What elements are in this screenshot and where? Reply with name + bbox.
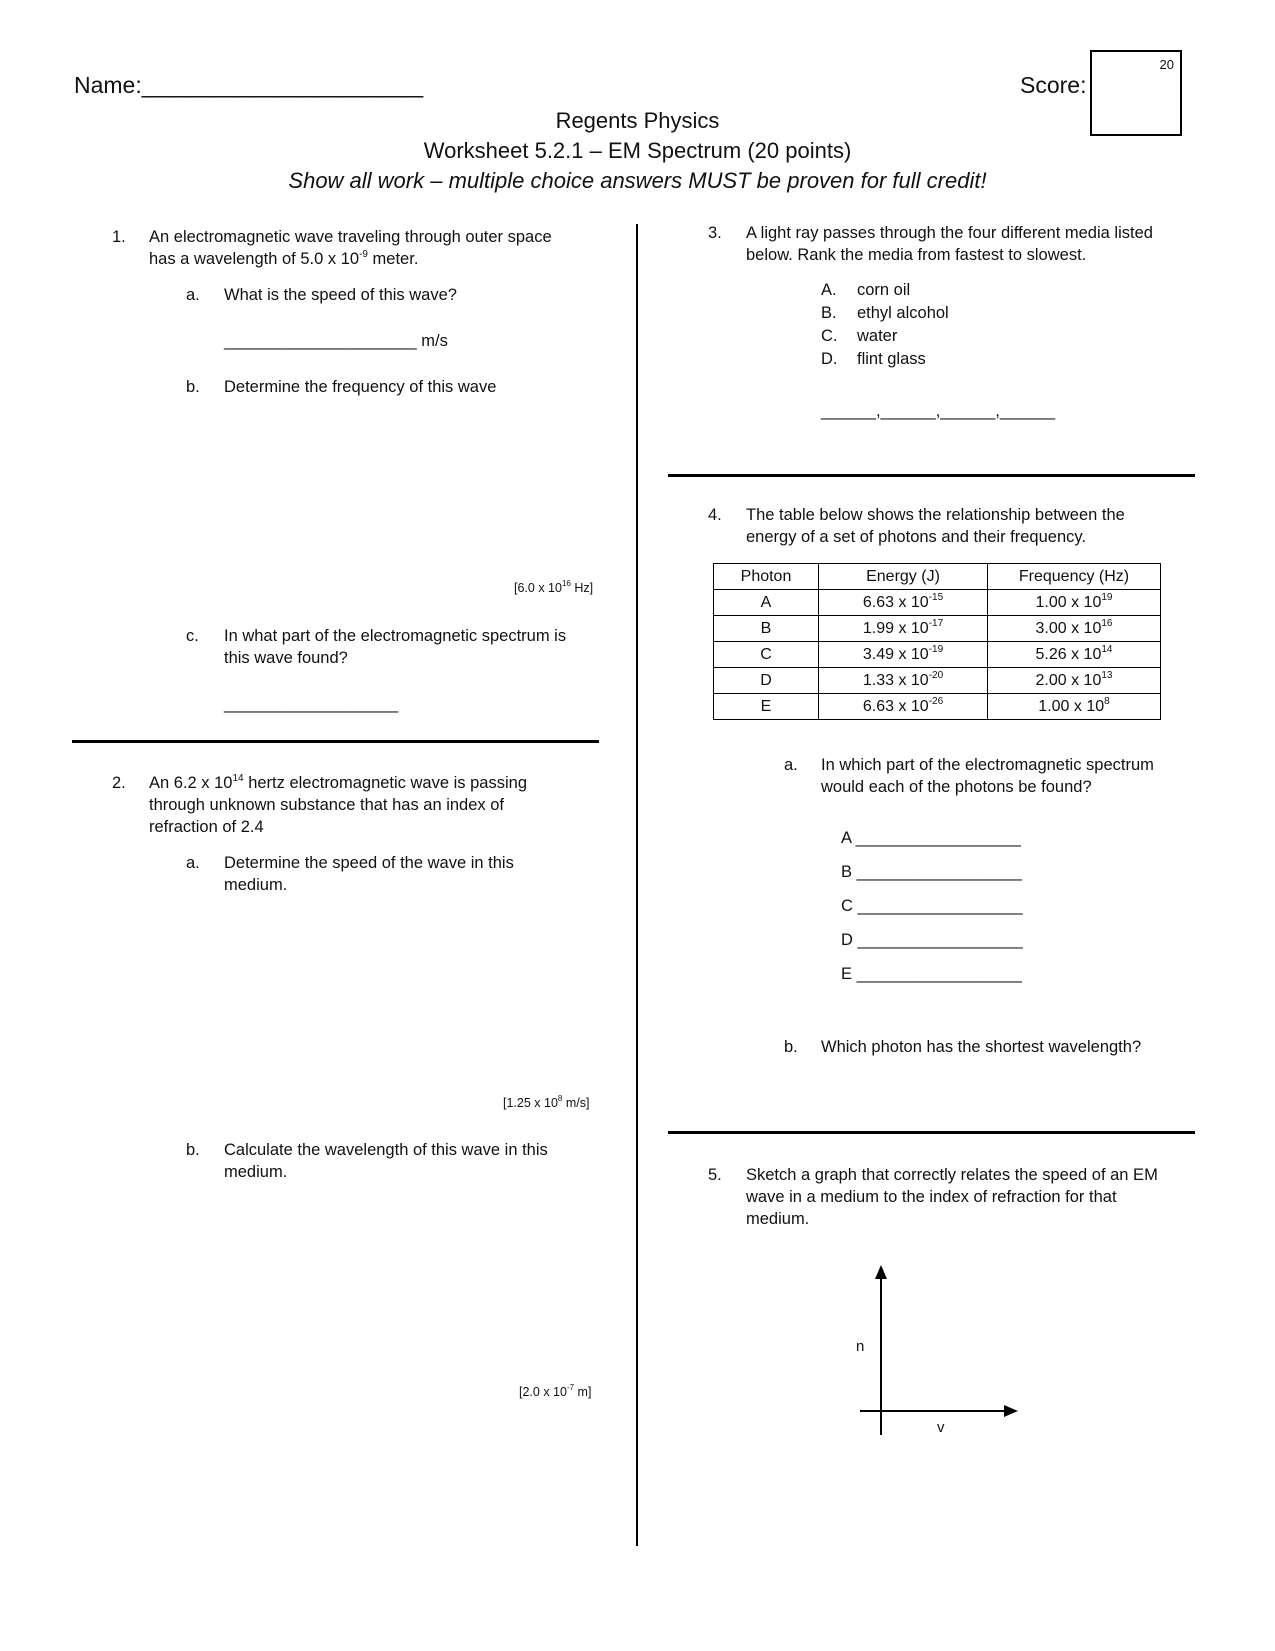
option-letter: D. [821,350,838,368]
part-label: a. [186,286,200,304]
part-text: would each of the photons be found? [821,778,1092,796]
frequency-cell: 1.00 x $10^8$ [988,694,1161,720]
answer-blank[interactable]: B __________________ [841,863,1022,881]
x-axis-label: v [937,1419,945,1436]
question-text: wave in a medium to the index of refraction for that [746,1188,1117,1206]
part-text: Determine the frequency of this wave [224,378,497,396]
worksheet-title: Worksheet 5.2.1 – EM Spectrum (20 points) [423,138,852,163]
energy-cell: 3.49 x $10^{-19}$ [819,642,988,668]
answer-blank[interactable]: C __________________ [841,897,1023,915]
part-text: Determine the speed of the wave in this [224,854,514,872]
part-label: a. [784,756,798,774]
option-letter: A. [821,281,837,299]
answer-key: [1.25 x $10^8$ m/s] [503,1094,590,1110]
option-text: ethyl alcohol [857,304,949,322]
question-text: The table below shows the relationship between the [746,506,1125,524]
photon-cell: B [714,616,819,642]
part-text: Which photon has the shortest wavelength? [821,1038,1142,1056]
part-text: this wave found? [224,649,348,667]
question-text: through unknown substance that has an index of [149,796,504,814]
x-axis-arrow-icon [1004,1405,1018,1417]
answer-key: [2.0 x $10^{-7}$ m] [519,1383,592,1399]
question-number: 2. [112,774,126,792]
table-header: Frequency (Hz) [988,564,1161,590]
divider-q1-q2 [72,740,599,743]
part-label: a. [186,854,200,872]
frequency-cell: 2.00 x $10^{13}$ [988,668,1161,694]
table-row [714,590,1161,616]
frequency-cell: 3.00 x $10^{16}$ [988,616,1161,642]
option-letter: B. [821,304,837,322]
frequency-cell: 5.26 x $10^{14}$ [988,642,1161,668]
energy-cell: 1.33 x $10^{-20}$ [819,668,988,694]
question-text: has a wavelength of 5.0 x $10^{-9}$ meter. [149,249,419,268]
answer-key: [6.0 x $10^{16}$ Hz] [514,579,594,595]
part-label: c. [186,627,199,645]
part-label: b. [186,378,200,396]
course-title: Regents Physics [555,108,720,133]
part-label: b. [784,1038,798,1056]
part-text: What is the speed of this wave? [224,286,457,304]
divider-q4-q5 [668,1131,1195,1134]
table-header-row [714,564,1161,590]
question-text: refraction of 2.4 [149,818,264,836]
part-text: In which part of the electromagnetic spectrum [821,756,1154,774]
frequency-cell: 1.00 x $10^{19}$ [988,590,1161,616]
photon-cell: D [714,668,819,694]
option-text: corn oil [857,281,911,299]
column-divider [636,224,638,1546]
question-text: below. Rank the media from fastest to slowest. [746,246,1087,264]
instructions: Show all work – multiple choice answers MUST be proven for full credit! [288,168,987,193]
part-text: medium. [224,1163,288,1181]
question-number: 1. [112,228,126,246]
y-axis-arrow-icon [875,1265,887,1279]
divider-q3-q4 [668,474,1195,477]
question-text: An 6.2 x $10^{14}$ hertz electromagnetic wave is passing [149,773,527,792]
question-text: Sketch a graph that correctly relates the speed of an EM [746,1166,1158,1184]
part-label: b. [186,1141,200,1159]
table-row [714,668,1161,694]
graph-axes[interactable] [860,1263,1020,1443]
answer-blank[interactable]: D __________________ [841,931,1023,949]
table-header: Photon [714,564,819,590]
part-text: In what part of the electromagnetic spectrum is [224,627,567,645]
question-text: medium. [746,1210,810,1228]
answer-blank[interactable]: A __________________ [841,829,1021,847]
ranking-blank[interactable]: ______,______,______,______ [821,402,1055,420]
question-text: An electromagnetic wave traveling through outer space [149,228,552,246]
photon-cell: A [714,590,819,616]
part-text: Calculate the wavelength of this wave in this [224,1141,548,1159]
energy-cell: 6.63 x $10^{-26}$ [819,694,988,720]
name-field[interactable]: Name:______________________ [74,72,424,98]
photon-cell: E [714,694,819,720]
question-number: 4. [708,506,722,524]
photon-cell: C [714,642,819,668]
photon-table [713,563,1161,720]
option-letter: C. [821,327,838,345]
y-axis-label: n [856,1338,865,1355]
table-header: Energy (J) [819,564,988,590]
option-text: flint glass [857,350,926,368]
option-text: water [857,327,898,345]
answer-blank[interactable]: ___________________ [224,695,399,713]
answer-blank[interactable]: _____________________ m/s [224,332,448,350]
question-number: 3. [708,224,722,242]
table-row [714,616,1161,642]
score-label: Score: [1020,72,1087,98]
answer-blank[interactable]: E __________________ [841,965,1022,983]
question-text: energy of a set of photons and their frequency. [746,528,1086,546]
question-number: 5. [708,1166,722,1184]
question-text: A light ray passes through the four different media listed [746,224,1153,242]
table-row [714,642,1161,668]
energy-cell: 6.63 x $10^{-15}$ [819,590,988,616]
energy-cell: 1.99 x $10^{-17}$ [819,616,988,642]
part-text: medium. [224,876,288,894]
score-total: 20 [1159,57,1174,72]
table-row [714,694,1161,720]
